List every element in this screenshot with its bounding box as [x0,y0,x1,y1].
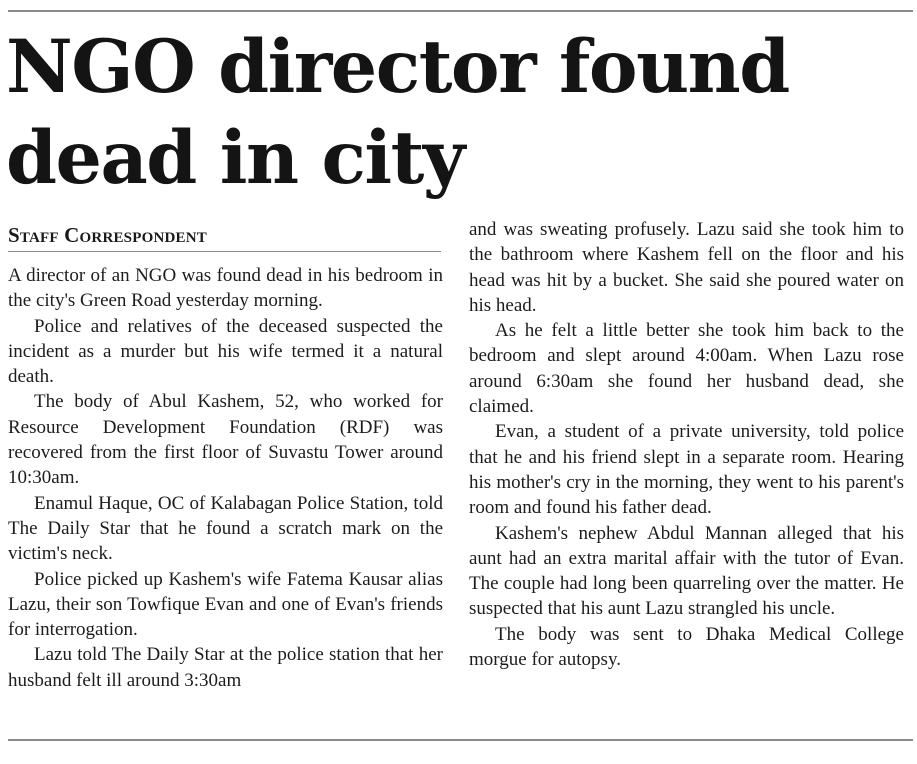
paragraph: The body of Abul Kashem, 52, who worked for Resource Development Foundation (RDF) was recovered from the first floor of Suvastu Tower around 10:30am. [8,391,443,489]
paragraph: Evan, a student of a private university, told police that he and his friend slept in a separate room. Hearing his mother's cry in the morning, they went to his parent's room and found his father dead. [469,421,904,519]
headline-line-2: dead in city [6,115,464,201]
paragraph: The body was sent to Dhaka Medical College morgue for autopsy. [469,623,904,671]
article-column-left [8,263,443,693]
top-rule [8,10,913,12]
byline-rule [8,251,441,252]
bottom-rule [8,739,913,741]
headline-line-1: NGO director found [6,24,789,110]
paragraph: A director of an NGO was found dead in his bedroom in the city's Green Road yesterday morning. [8,265,443,312]
paragraph: As he felt a little better she took him back to the bedroom and slept around 4:00am. When Lazu rose around 6:30am she found her husband dead, she claimed. [469,320,904,418]
headline [6,22,906,204]
paragraph: and was sweating profusely. Lazu said she took him to the bathroom where Kashem fell on the floor and his head was hit by a bucket. She said she poured water on his head. [469,219,904,316]
paragraph: Lazu told The Daily Star at the police station that her husband felt ill around 3:30am [8,644,443,691]
paragraph: Kashem's nephew Abdul Mannan alleged that his aunt had an extra marital affair with the tutor of Evan. The couple had long been quarreling over the matter. He suspected that his aunt Lazu strangled his uncle. [469,522,904,620]
paragraph: Enamul Haque, OC of Kalabagan Police Station, told The Daily Star that he found a scratch mark on the victim's neck. [8,492,443,565]
paragraph: Police and relatives of the deceased suspected the incident as a murder but his wife termed it a natural death. [8,315,443,388]
byline: Staff Correspondent [8,223,207,247]
paragraph: Police picked up Kashem's wife Fatema Kausar alias Lazu, their son Towfique Evan and one of Evan's friends for interrogation. [8,568,443,641]
article-column-right [469,217,904,672]
